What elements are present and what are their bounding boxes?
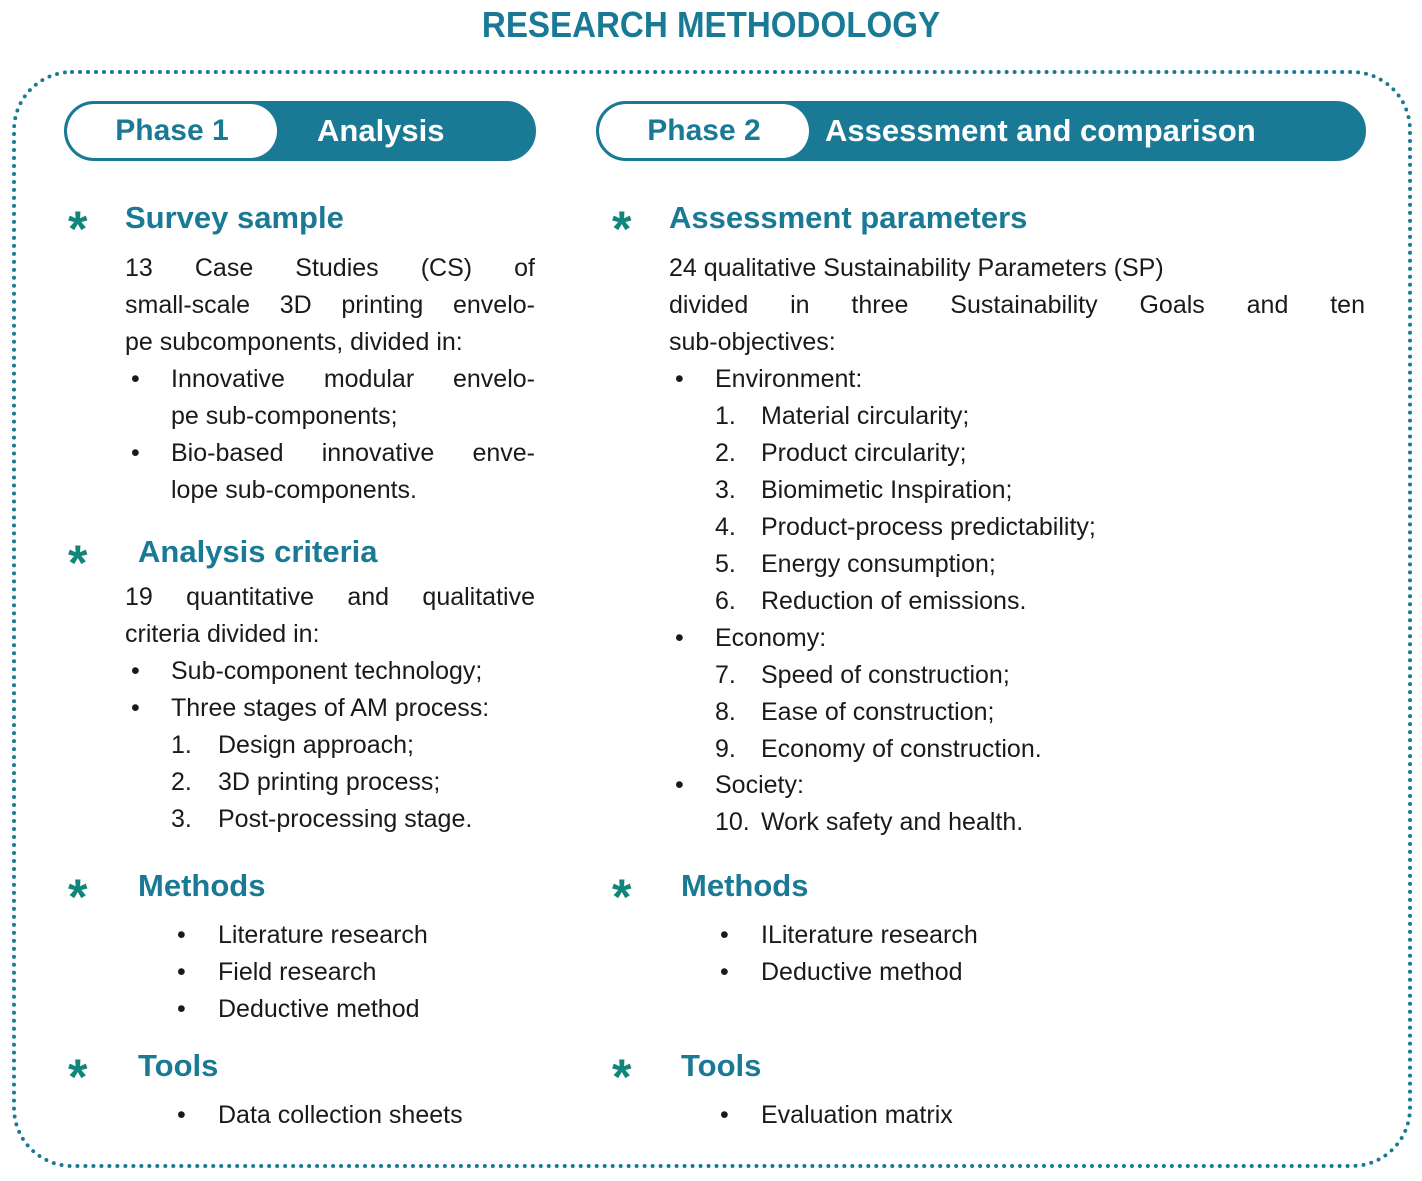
survey-text [125, 250, 535, 361]
method-item: Deductive method [761, 958, 963, 986]
stage-number: 3. [171, 805, 192, 833]
bullet-icon: • [720, 1101, 729, 1129]
star-icon: * [612, 201, 632, 257]
star-icon: * [612, 869, 632, 925]
star-icon: * [68, 201, 88, 257]
bullet-icon: • [675, 365, 684, 393]
bullet-icon: • [131, 694, 140, 722]
bullet-icon: • [131, 657, 140, 685]
survey-bullet-line: pe sub-components; [171, 402, 398, 430]
survey-bullet [171, 361, 535, 435]
phase-2-label: Phase 2 [599, 104, 809, 158]
bullet-icon: • [720, 958, 729, 986]
phase-2-name: Assessment and comparison [825, 113, 1256, 148]
phase-1-name: Analysis [317, 113, 445, 148]
phase-1-label: Phase 1 [67, 104, 277, 158]
sp-item: Product-process predictability; [761, 513, 1096, 541]
criteria-bullet: Sub-component technology; [171, 657, 483, 685]
sp-number: 6. [715, 587, 736, 615]
method-item: Field research [218, 958, 377, 986]
bullet-icon: • [131, 439, 140, 467]
bullet-icon: • [675, 624, 684, 652]
survey-line: pe subcomponents, divided in: [125, 328, 463, 356]
sp-item: Work safety and health. [761, 808, 1024, 836]
survey-line: 13 Case Studies (CS) of [125, 254, 535, 282]
bullet-icon: • [177, 1101, 186, 1129]
sp-number: 8. [715, 698, 736, 726]
survey-line: small-scale 3D printing envelo- [125, 291, 535, 319]
tool-item: Evaluation matrix [761, 1101, 953, 1129]
goal-group: Economy: [715, 624, 827, 652]
bullet-icon: • [177, 958, 186, 986]
sp-item: Material circularity; [761, 402, 970, 430]
sp-number: 1. [715, 402, 736, 430]
criteria-heading: Analysis criteria [138, 534, 378, 569]
star-icon: * [68, 1049, 88, 1105]
stage-number: 2. [171, 768, 192, 796]
criteria-line: 19 quantitative and qualitative [125, 583, 535, 611]
criteria-bullet: Three stages of AM process: [171, 694, 490, 722]
survey-bullet-line: Bio-based innovative enve- [171, 439, 535, 467]
phase-1-pill [64, 101, 536, 161]
method-item: Literature research [218, 921, 428, 949]
page-title: RESEARCH METHODOLOGY [481, 4, 941, 45]
parameters-line: 24 qualitative Sustainability Parameters (SP) [669, 254, 1164, 282]
sp-number: 3. [715, 476, 736, 504]
sp-number: 5. [715, 550, 736, 578]
survey-heading: Survey sample [125, 200, 344, 235]
bullet-icon: • [177, 921, 186, 949]
sp-item: Ease of construction; [761, 698, 995, 726]
tool-item: Data collection sheets [218, 1101, 463, 1129]
goal-group: Environment: [715, 365, 863, 393]
bullet-icon: • [131, 365, 140, 393]
star-icon: * [68, 869, 88, 925]
criteria-text [125, 579, 535, 653]
criteria-line: criteria divided in: [125, 620, 320, 648]
sp-number: 10. [715, 808, 750, 836]
bullet-icon: • [720, 921, 729, 949]
methods-heading-phase2: Methods [681, 868, 809, 903]
sp-number: 7. [715, 661, 736, 689]
sp-number: 4. [715, 513, 736, 541]
goal-group: Society: [715, 771, 804, 799]
star-icon: * [612, 1049, 632, 1105]
tools-heading-phase2: Tools [681, 1048, 762, 1083]
tools-heading-phase1: Tools [138, 1048, 219, 1083]
method-item: Deductive method [218, 995, 420, 1023]
sp-item: Economy of construction. [761, 735, 1042, 763]
parameters-heading: Assessment parameters [669, 200, 1028, 235]
sp-item: Energy consumption; [761, 550, 996, 578]
stage-item: Design approach; [218, 731, 414, 759]
methods-heading-phase1: Methods [138, 868, 266, 903]
parameters-line: sub-objectives: [669, 328, 836, 356]
bullet-icon: • [177, 995, 186, 1023]
sp-number: 9. [715, 735, 736, 763]
sp-item: Product circularity; [761, 439, 967, 467]
stage-item: Post-processing stage. [218, 805, 473, 833]
survey-bullet [171, 435, 535, 509]
stage-item: 3D printing process; [218, 768, 441, 796]
phase-2-pill [596, 101, 1366, 161]
parameters-text [669, 250, 1365, 361]
sp-item: Reduction of emissions. [761, 587, 1027, 615]
sp-item: Biomimetic Inspiration; [761, 476, 1013, 504]
survey-bullet-line: Innovative modular envelo- [171, 365, 535, 393]
parameters-line: divided in three Sustainability Goals and ten [669, 291, 1365, 319]
sp-item: Speed of construction; [761, 661, 1010, 689]
survey-bullet-line: lope sub-components. [171, 476, 417, 504]
sp-number: 2. [715, 439, 736, 467]
bullet-icon: • [675, 771, 684, 799]
method-item: ILiterature research [761, 921, 978, 949]
star-icon: * [68, 535, 88, 591]
stage-number: 1. [171, 731, 192, 759]
